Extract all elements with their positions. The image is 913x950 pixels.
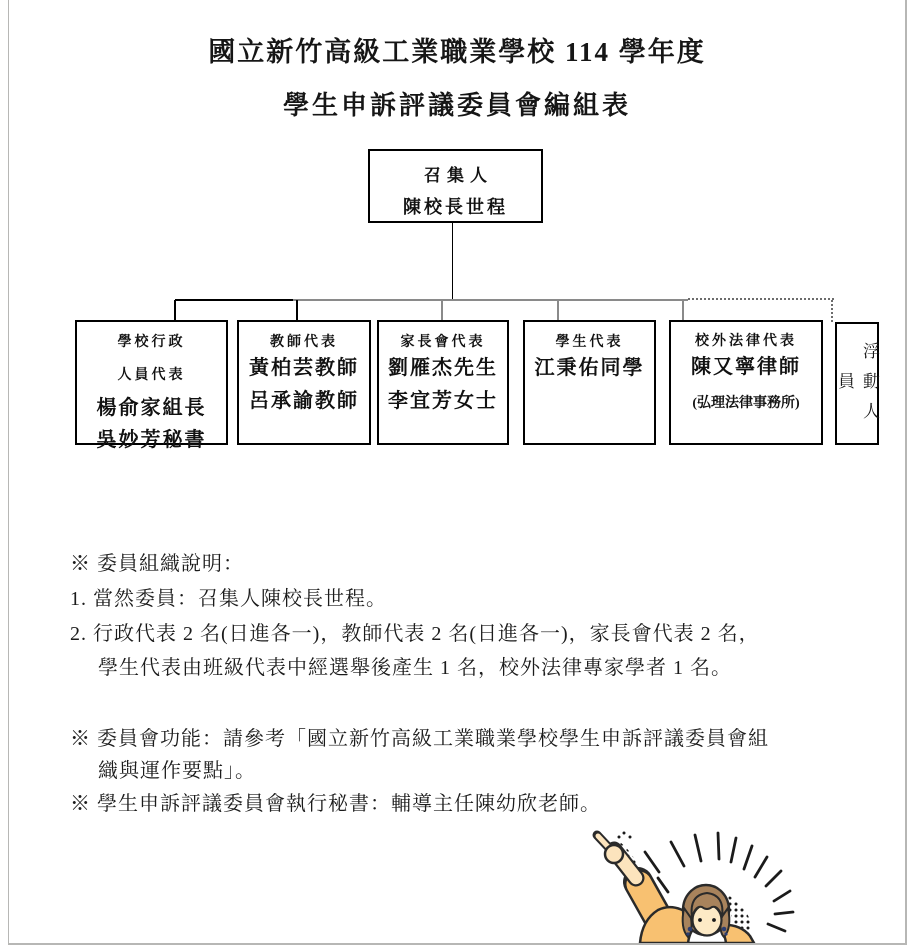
right-earring-icon — [724, 932, 727, 935]
page-edge-bottom — [8, 943, 907, 945]
org-box-admin-representatives — [75, 320, 228, 451]
note-executive-secretary: ※ 學生申訴評議委員會執行秘書：輔導主任陳幼欣老師。 — [70, 793, 601, 815]
member-name: 吳妙芳秘書 — [96, 429, 207, 451]
connector-horizontal-dotted — [688, 298, 834, 300]
pointing-woman-illustration — [578, 824, 812, 943]
box-header: 學校行政 — [117, 335, 186, 350]
org-box-floating-personnel — [835, 322, 879, 445]
box-header: 人員代表 — [117, 368, 186, 383]
left-earring-icon — [686, 932, 689, 935]
page-title-line1: 國立新竹高級工業職業學校 114 學年度 — [208, 37, 706, 67]
note-organization-heading: ※ 委員組織說明： — [70, 553, 244, 575]
floating-personnel-label: 浮動人員 — [835, 341, 879, 432]
connector-horizontal-main — [293, 299, 688, 301]
connector-horizontal-left — [175, 299, 293, 301]
org-box-teacher-representatives — [237, 320, 371, 445]
note-item-2-line-1: 2. 行政代表 2 名(日進各一)，教師代表 2 名(日進各一)，家長會代表 2 名， — [70, 623, 760, 645]
connector-drop-teacher — [296, 300, 298, 320]
org-box-legal-representative — [669, 320, 823, 445]
member-name: 李宜芳女士 — [388, 390, 498, 412]
member-name: 劉雁杰先生 — [388, 357, 498, 379]
connector-drop-admin — [174, 300, 176, 320]
note-function-line-2: 織與運作要點」。 — [98, 760, 256, 782]
connector-drop-legal — [682, 300, 684, 320]
page-edge-left — [8, 0, 9, 944]
pointing-hand — [605, 845, 623, 863]
note-item-1: 1. 當然委員：召集人陳校長世程。 — [70, 588, 387, 610]
member-name: 楊俞家組長 — [96, 397, 207, 419]
figure-head — [683, 885, 730, 937]
page-edge-right — [905, 0, 907, 944]
org-box-convener — [368, 149, 543, 223]
box-header: 校外法律代表 — [695, 334, 797, 349]
connector-drop-student — [557, 300, 559, 320]
box-header: 家長會代表 — [400, 335, 486, 350]
box-header: 學生代表 — [555, 335, 624, 350]
page-title-line2: 學生申訴評議委員會編組表 — [282, 91, 631, 120]
member-name: 江秉佑同學 — [534, 357, 645, 379]
connector-stem — [452, 223, 453, 301]
note-function-line-1: ※ 委員會功能：請參考「國立新竹高級工業職業學校學生申訴評議委員會組 — [70, 728, 769, 750]
member-name: 黃柏芸教師 — [249, 357, 359, 379]
member-name: 陳又寧律師 — [691, 356, 801, 378]
connector-drop-parent — [441, 300, 443, 320]
connector-vertical-dotted — [831, 300, 833, 322]
note-item-2-line-2: 學生代表由班級代表中經選舉後產生 1 名，校外法律專家學者 1 名。 — [98, 657, 732, 679]
box-header: 教師代表 — [270, 335, 338, 350]
right-earring-icon — [722, 927, 727, 932]
left-eye — [698, 918, 702, 922]
org-box-student-representative — [523, 320, 656, 445]
org-box-parent-representatives — [377, 320, 509, 445]
convener-role-label: 召集人 — [424, 166, 493, 185]
right-eye — [712, 918, 716, 922]
left-earring-icon — [688, 927, 693, 932]
convener-name: 陳校長世程 — [403, 197, 508, 217]
member-name: 呂承諭教師 — [249, 390, 359, 412]
member-affiliation: (弘理法律事務所) — [692, 396, 800, 411]
